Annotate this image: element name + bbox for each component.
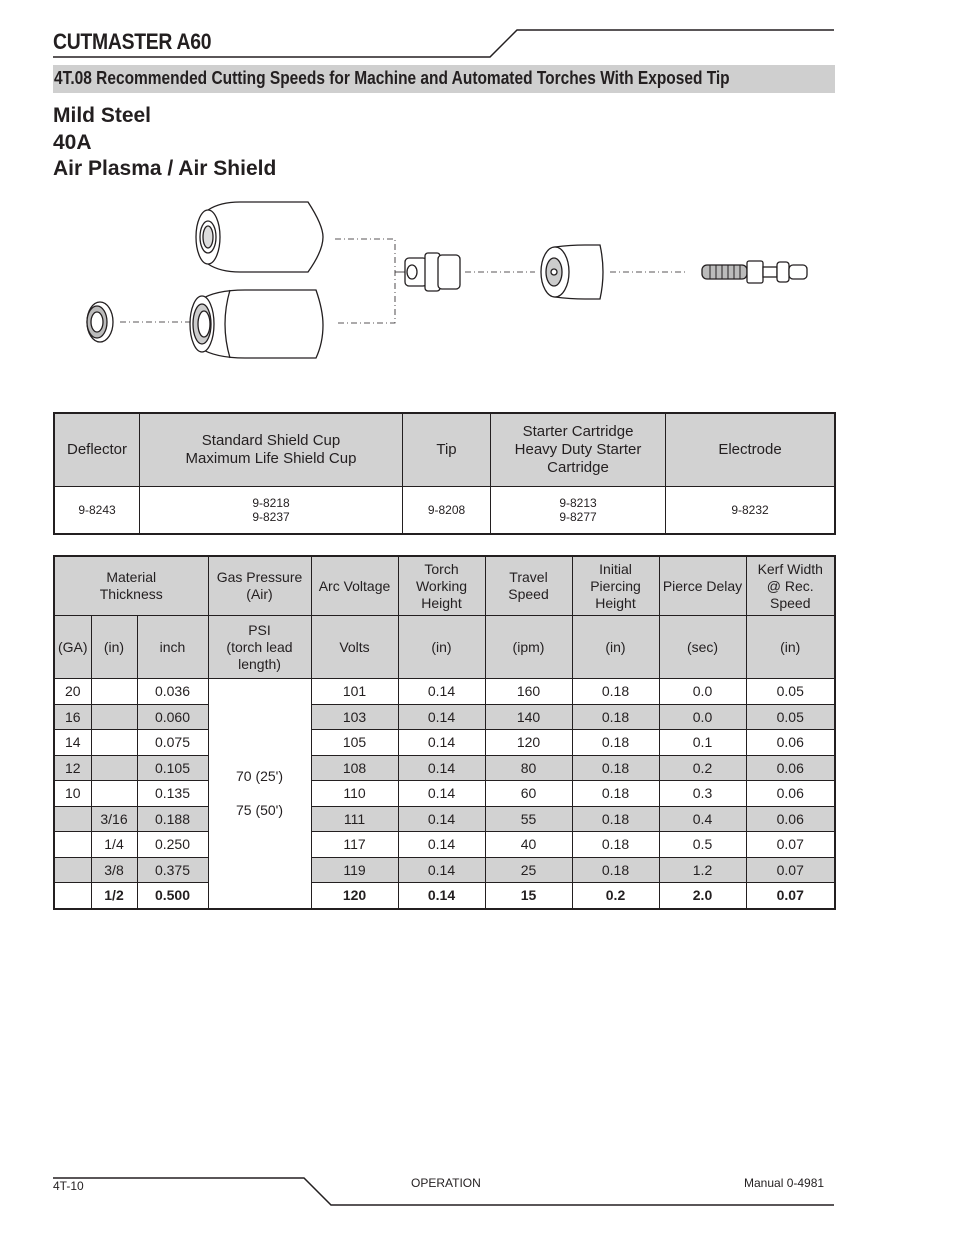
cell-height: 0.14 xyxy=(398,704,485,730)
cell-delay: 0.3 xyxy=(659,781,746,807)
amperage-label: 40A xyxy=(53,131,92,154)
cell-ga: 12 xyxy=(54,755,91,781)
cell-kerf: 0.07 xyxy=(746,832,835,858)
kerf-width-header: Kerf Width @ Rec. Speed xyxy=(746,556,835,616)
cell-kerf: 0.06 xyxy=(746,755,835,781)
material-label: Mild Steel xyxy=(53,104,152,127)
cell-speed: 160 xyxy=(485,679,572,705)
gas-pressure-header: Gas Pressure (Air) xyxy=(208,556,311,616)
cell-ga: 10 xyxy=(54,781,91,807)
cell-inch: 0.036 xyxy=(137,679,208,705)
manual-number: Manual 0-4981 xyxy=(744,1176,825,1190)
cell-volts: 111 xyxy=(311,806,398,832)
cell-inch: 0.075 xyxy=(137,730,208,756)
cell-kerf: 0.05 xyxy=(746,704,835,730)
cell-delay: 2.0 xyxy=(659,883,746,909)
unit-psi: PSI (torch lead length) xyxy=(208,616,311,679)
cell-inch: 0.060 xyxy=(137,704,208,730)
cell-volts: 117 xyxy=(311,832,398,858)
cell-pierce: 0.18 xyxy=(572,806,659,832)
cell-volts: 110 xyxy=(311,781,398,807)
cell-height: 0.14 xyxy=(398,730,485,756)
cell-pierce: 0.18 xyxy=(572,755,659,781)
cell-pierce: 0.18 xyxy=(572,781,659,807)
unit-height-in: (in) xyxy=(398,616,485,679)
cell-kerf: 0.06 xyxy=(746,781,835,807)
cell-delay: 0.0 xyxy=(659,679,746,705)
unit-kerf-in: (in) xyxy=(746,616,835,679)
footer-section: OPERATION xyxy=(411,1176,481,1190)
cell-height: 0.14 xyxy=(398,781,485,807)
unit-inch: inch xyxy=(137,616,208,679)
deflector-part-number: 9-8243 xyxy=(54,487,140,535)
pierce-delay-header: Pierce Delay xyxy=(659,556,746,616)
shield-cup-header-text: Standard Shield Cup Maximum Life Shield Cup xyxy=(185,432,357,467)
cell-height: 0.14 xyxy=(398,832,485,858)
cell-height: 0.14 xyxy=(398,883,485,909)
cell-volts: 119 xyxy=(311,857,398,883)
cell-speed: 25 xyxy=(485,857,572,883)
cell-delay: 1.2 xyxy=(659,857,746,883)
cell-height: 0.14 xyxy=(398,857,485,883)
cell-kerf: 0.06 xyxy=(746,806,835,832)
starter-cartridge-part-numbers: 9-8213 9-8277 xyxy=(491,487,666,535)
cell-volts: 103 xyxy=(311,704,398,730)
cell-volts: 120 xyxy=(311,883,398,909)
electrode-part-number: 9-8232 xyxy=(666,487,836,535)
tip-part-number: 9-8208 xyxy=(403,487,491,535)
travel-speed-header: Travel Speed xyxy=(485,556,572,616)
unit-volts: Volts xyxy=(311,616,398,679)
unit-ipm: (ipm) xyxy=(485,616,572,679)
cell-in: 1/2 xyxy=(91,883,137,909)
cell-ga: 20 xyxy=(54,679,91,705)
cell-pierce: 0.18 xyxy=(572,857,659,883)
cell-height: 0.14 xyxy=(398,806,485,832)
electrode-header: Electrode xyxy=(666,413,836,487)
cell-kerf: 0.06 xyxy=(746,730,835,756)
cell-pierce: 0.18 xyxy=(572,730,659,756)
cell-height: 0.14 xyxy=(398,679,485,705)
cell-speed: 120 xyxy=(485,730,572,756)
page-number: 4T-10 xyxy=(53,1179,84,1193)
unit-pierce-in: (in) xyxy=(572,616,659,679)
cell-height: 0.14 xyxy=(398,755,485,781)
cell-speed: 40 xyxy=(485,832,572,858)
cell-in: 1/4 xyxy=(91,832,137,858)
cell-kerf: 0.05 xyxy=(746,679,835,705)
material-thickness-header: Material Thickness xyxy=(54,556,208,616)
cell-kerf: 0.07 xyxy=(746,857,835,883)
cell-pierce: 0.18 xyxy=(572,832,659,858)
cell-delay: 0.4 xyxy=(659,806,746,832)
cell-speed: 60 xyxy=(485,781,572,807)
cell-delay: 0.1 xyxy=(659,730,746,756)
pierce-height-header: Initial Piercing Height xyxy=(572,556,659,616)
cell-inch: 0.188 xyxy=(137,806,208,832)
cell-volts: 108 xyxy=(311,755,398,781)
cell-delay: 0.5 xyxy=(659,832,746,858)
cell-delay: 0.0 xyxy=(659,704,746,730)
cell-inch: 0.250 xyxy=(137,832,208,858)
cell-in: 3/16 xyxy=(91,806,137,832)
section-title: 4T.08 Recommended Cutting Speeds for Machine and Automated Torches With Exposed Tip xyxy=(54,68,730,88)
cell-volts: 101 xyxy=(311,679,398,705)
cell-pierce: 0.2 xyxy=(572,883,659,909)
cell-inch: 0.105 xyxy=(137,755,208,781)
cell-ga: 16 xyxy=(54,704,91,730)
shield-cup-part-numbers: 9-8218 9-8237 xyxy=(140,487,403,535)
starter-cartridge-header-text: Starter Cartridge Heavy Duty Starter Cartridge xyxy=(514,423,642,476)
torch-height-header: Torch Working Height xyxy=(398,556,485,616)
cell-ga: 14 xyxy=(54,730,91,756)
unit-sec: (sec) xyxy=(659,616,746,679)
gas-pressure-value: 70 (25') 75 (50') xyxy=(208,679,311,909)
cell-volts: 105 xyxy=(311,730,398,756)
cell-pierce: 0.18 xyxy=(572,704,659,730)
gas-label: Air Plasma / Air Shield xyxy=(53,157,277,180)
arc-voltage-header: Arc Voltage xyxy=(311,556,398,616)
cell-inch: 0.500 xyxy=(137,883,208,909)
cell-speed: 140 xyxy=(485,704,572,730)
cell-inch: 0.135 xyxy=(137,781,208,807)
tip-header: Tip xyxy=(403,413,491,487)
cell-kerf: 0.07 xyxy=(746,883,835,909)
page-title: CUTMASTER A60 xyxy=(53,29,212,54)
cell-inch: 0.375 xyxy=(137,857,208,883)
deflector-header: Deflector xyxy=(54,413,140,487)
cell-pierce: 0.18 xyxy=(572,679,659,705)
cell-speed: 55 xyxy=(485,806,572,832)
cell-speed: 15 xyxy=(485,883,572,909)
cell-speed: 80 xyxy=(485,755,572,781)
unit-ga: (GA) xyxy=(54,616,91,679)
cell-in: 3/8 xyxy=(91,857,137,883)
cell-delay: 0.2 xyxy=(659,755,746,781)
unit-in-fraction: (in) xyxy=(91,616,137,679)
